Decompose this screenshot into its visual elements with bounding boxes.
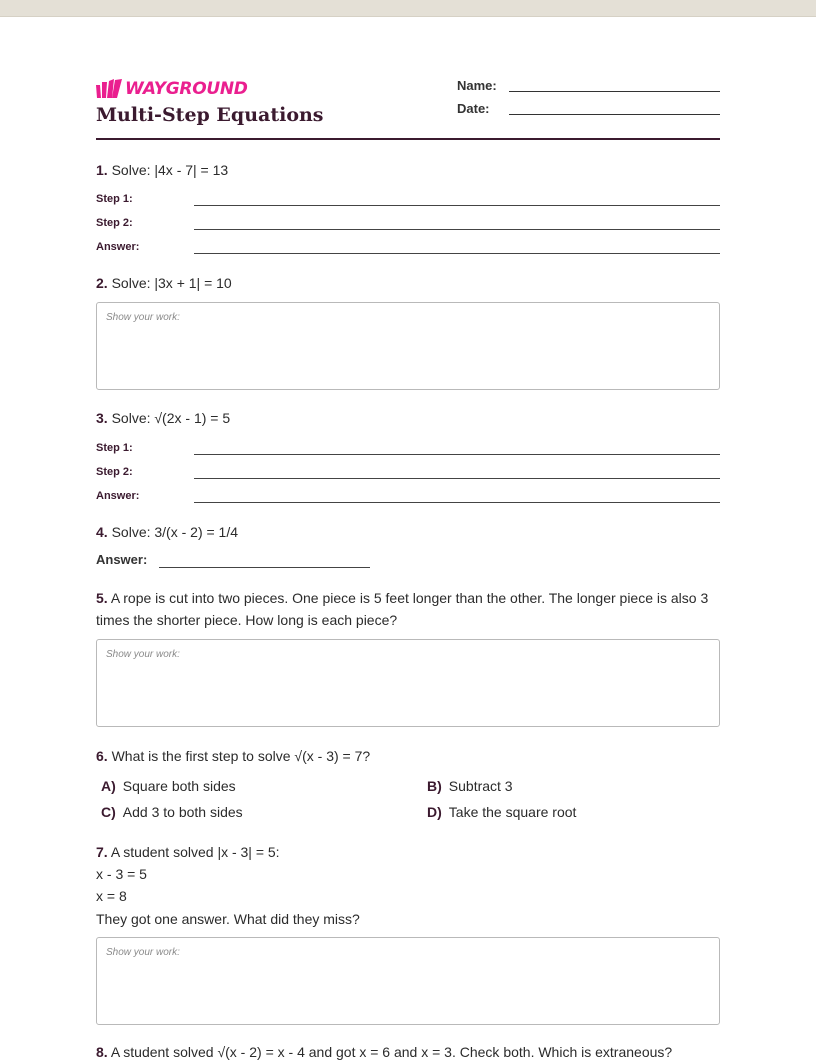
question-number: 5. xyxy=(96,590,108,606)
question-number: 3. xyxy=(96,410,108,426)
question-text: A rope is cut into two pieces. One piece is 5 feet longer than the other. The longer piece is also 3 times the shorter piece. How long is each piece? xyxy=(96,590,709,628)
q7-work-line: x = 8 xyxy=(96,888,127,904)
q7-work-box[interactable] xyxy=(96,937,720,1025)
q6-option-c[interactable] xyxy=(101,804,243,820)
option-text: Take the square root xyxy=(448,804,577,820)
question-5 xyxy=(96,587,720,631)
brand-name: WAYGROUND xyxy=(125,79,248,99)
option-letter: D) xyxy=(427,804,442,820)
work-box-label: Show your work: xyxy=(106,312,180,323)
name-field[interactable] xyxy=(457,78,720,96)
date-label: Date: xyxy=(457,101,490,116)
question-1 xyxy=(96,159,720,181)
q3-answer[interactable] xyxy=(96,488,720,506)
answer-line[interactable] xyxy=(194,454,720,455)
question-2 xyxy=(96,272,720,294)
step-label: Step 2: xyxy=(96,217,133,229)
q7-work-line: x - 3 = 5 xyxy=(96,866,147,882)
question-text: Solve: √(2x - 1) = 5 xyxy=(111,410,231,426)
q1-step-2[interactable] xyxy=(96,215,720,233)
question-number: 6. xyxy=(96,748,108,764)
question-number: 7. xyxy=(96,844,108,860)
q5-work-box[interactable] xyxy=(96,639,720,727)
work-box-label: Show your work: xyxy=(106,649,180,660)
q7-prompt: They got one answer. What did they miss? xyxy=(96,911,360,927)
answer-line[interactable] xyxy=(194,502,720,503)
work-box-label: Show your work: xyxy=(106,947,180,958)
option-text: Subtract 3 xyxy=(448,778,513,794)
question-7 xyxy=(96,841,720,863)
question-6 xyxy=(96,745,720,767)
q3-step-1[interactable] xyxy=(96,440,720,458)
option-letter: A) xyxy=(101,778,116,794)
browser-top-bar xyxy=(0,0,816,17)
q2-work-box[interactable] xyxy=(96,302,720,390)
answer-line[interactable] xyxy=(194,205,720,206)
question-number: 2. xyxy=(96,275,108,291)
worksheet-header xyxy=(96,78,720,140)
option-letter: C) xyxy=(101,804,116,820)
q1-answer[interactable] xyxy=(96,239,720,257)
question-text: Solve: 3/(x - 2) = 1/4 xyxy=(111,524,239,540)
worksheet-title: Multi-Step Equations xyxy=(96,104,324,126)
q3-step-2[interactable] xyxy=(96,464,720,482)
question-number: 8. xyxy=(96,1044,108,1060)
option-letter: B) xyxy=(427,778,442,794)
question-text: Solve: |3x + 1| = 10 xyxy=(111,275,232,291)
question-3 xyxy=(96,407,720,429)
name-label: Name: xyxy=(457,78,497,93)
step-label: Step 1: xyxy=(96,193,133,205)
option-text: Square both sides xyxy=(122,778,236,794)
answer-label: Answer: xyxy=(96,490,140,502)
brand-logo xyxy=(96,78,248,100)
q1-step-1[interactable] xyxy=(96,191,720,209)
q4-answer-label: Answer: xyxy=(96,552,148,567)
question-text: What is the first step to solve √(x - 3) = 7? xyxy=(111,748,371,764)
wayground-logo-icon xyxy=(96,79,122,99)
question-number: 4. xyxy=(96,524,108,540)
q6-option-d[interactable] xyxy=(427,804,576,820)
answer-line[interactable] xyxy=(194,229,720,230)
date-field[interactable] xyxy=(457,101,720,119)
answer-line[interactable] xyxy=(194,253,720,254)
step-label: Step 1: xyxy=(96,442,133,454)
name-line[interactable] xyxy=(509,91,720,92)
q4-answer-line[interactable] xyxy=(159,567,370,568)
option-text: Add 3 to both sides xyxy=(122,804,243,820)
q6-option-b[interactable] xyxy=(427,778,513,794)
date-line[interactable] xyxy=(509,114,720,115)
question-8 xyxy=(96,1041,720,1063)
answer-line[interactable] xyxy=(194,478,720,479)
q6-option-a[interactable] xyxy=(101,778,236,794)
step-label: Step 2: xyxy=(96,466,133,478)
answer-label: Answer: xyxy=(96,241,140,253)
question-4 xyxy=(96,521,720,543)
question-text: A student solved √(x - 2) = x - 4 and got x = 6 and x = 3. Check both. Which is extraneous? xyxy=(110,1044,673,1060)
question-text: Solve: |4x - 7| = 13 xyxy=(111,162,229,178)
question-number: 1. xyxy=(96,162,108,178)
header-divider xyxy=(96,138,720,140)
question-text: A student solved |x - 3| = 5: xyxy=(110,844,280,860)
